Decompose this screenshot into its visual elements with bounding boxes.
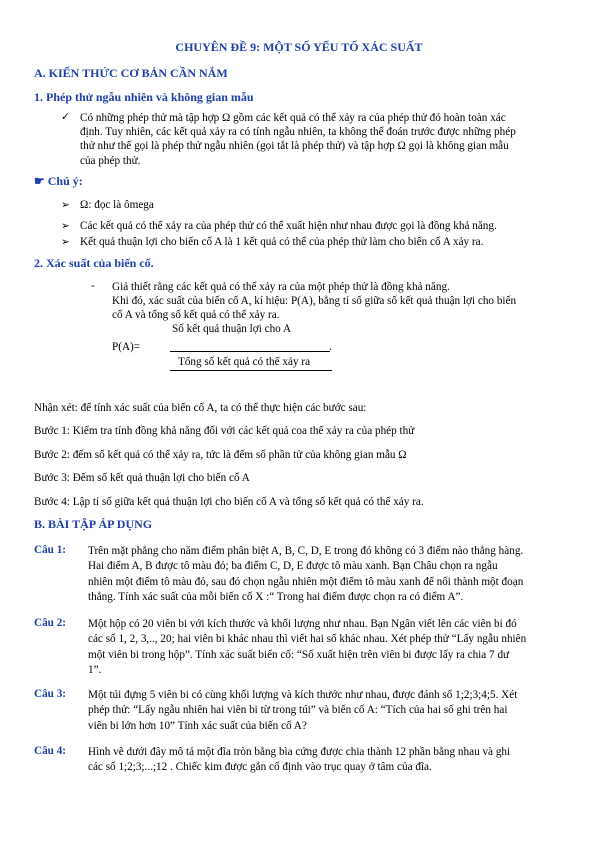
question-line: Một hộp có 20 viên bi với kích thước và khối lượng như nhau. Bạn Ngân viết lên các viên bi đó — [88, 618, 517, 630]
question-label: Câu 1: — [34, 544, 67, 556]
formula-denominator: Tổng số kết quả có thể xảy ra — [178, 356, 311, 368]
paragraph-line: Có những phép thử mà tập hợp Ω gồm các kết quả có thể xảy ra của phép thử đó hoàn toàn xác — [80, 112, 506, 124]
sample-space-paragraph — [80, 111, 580, 168]
question-line: nhiên một điểm tô màu đỏ, sau đó chọn ngẫu nhiên một điểm tô màu xanh để nối thành một đoạn — [88, 575, 524, 588]
question-line: các số 1, 2, 3,.., 20; hai viên bi khác nhau thì viết hai số khác nhau. Xét phép thử “Lấy ngẫu nhiên — [88, 633, 527, 646]
question-1-text — [88, 544, 582, 605]
subsection-2-heading: 2. Xác suất của biến cố. — [34, 256, 154, 270]
probability-definition — [112, 280, 582, 323]
formula-end: . — [329, 341, 332, 353]
note-item: Các kết quả có thể xảy ra của phép thử có thể xuất hiện như nhau được gọi là đồng khả năng. — [80, 220, 497, 232]
question-line: 1”. — [88, 663, 102, 676]
denominator-underline — [170, 370, 332, 371]
question-line: Hình vẽ dưới đây mô tả một đĩa tròn bằng bìa cứng được chia thành 12 phần bằng nhau và ghi — [88, 746, 511, 758]
formula-lhs: P(A)= — [112, 341, 141, 353]
question-line: viên bi lớn hơn 10” Tính xác suất của biến cố A? — [88, 719, 307, 732]
step-item: Bước 1: Kiểm tra tính đồng khả năng đối với các kết quả coa thể xảy ra của phép thử — [34, 425, 415, 437]
question-label: Câu 3: — [34, 688, 67, 700]
step-item: Bước 2: đếm số kết quả có thể xảy ra, tức là đếm số phần tử của không gian mẫu Ω — [34, 449, 407, 461]
paragraph-line: Khi đó, xác suất của biến cố A, kí hiệu: P(A), bằng tỉ số giữa số kết quả thuận lợi cho biến — [112, 295, 517, 308]
question-line: Một túi đựng 5 viên bi có cùng khối lượng và kích thước như nhau, được đánh số 1;2;3;4;5. Xét — [88, 689, 518, 701]
note-heading — [34, 174, 83, 189]
fraction-bar — [170, 351, 330, 352]
section-a-heading: A. KIẾN THỨC CƠ BẢN CẦN NẮM — [34, 66, 228, 80]
question-line: Trên mặt phẳng cho năm điểm phân biệt A, B, C, D, E trong đó không có 3 điểm nào thẳng hàng. — [88, 545, 524, 557]
remark-text: Nhận xét: để tính xác suất của biến cố A, ta có thể thực hiện các bước sau: — [34, 402, 367, 414]
question-2-text — [88, 617, 582, 678]
arrow-bullet-icon: ➢ — [61, 200, 70, 211]
question-label: Câu 2: — [34, 617, 67, 629]
paragraph-line: thử như thế gọi là phép thử ngẫu nhiên (gọi tắt là phép thử) và tập hợp Ω gọi là không gian mẫu — [80, 140, 509, 153]
paragraph-line: Giả thiết rằng các kết quả có thể xảy ra của một phép thử là đồng khả năng. — [112, 281, 450, 293]
note-item: Kết quả thuận lợi cho biến cố A là 1 kết quả có thể của phép thử làm cho biến cố A xảy ra. — [80, 236, 484, 248]
question-line: thẳng. Tính xác suất của mỗi biến cố X :“ Trong hai điểm được chọn ra có điểm A”. — [88, 590, 464, 603]
question-line: các số 1;2;3;...;12 . Chiếc kim được gắn cố định vào trục quay ở tâm của đĩa. — [88, 761, 432, 774]
question-4-text — [88, 745, 582, 776]
subsection-1-heading: 1. Phép thử ngẫu nhiên và không gian mẫu — [34, 90, 254, 104]
note-item: Ω: đọc là ômega — [80, 199, 154, 211]
question-3-text — [88, 688, 582, 734]
formula-numerator: Số kết quả thuận lợi cho A — [172, 323, 292, 335]
arrow-bullet-icon: ➢ — [61, 221, 70, 232]
question-label: Câu 4: — [34, 745, 67, 757]
step-item: Bước 4: Lập tỉ số giữa kết quả thuận lợi cho biến cố A và tổng số kết quả có thể xảy ra. — [34, 496, 424, 508]
section-b-heading: B. BÀI TẬP ÁP DỤNG — [34, 517, 153, 531]
check-mark-icon: ✓ — [61, 112, 70, 123]
paragraph-line: của phép thử. — [80, 154, 141, 167]
note-label: Chú ý: — [47, 174, 83, 188]
question-line: phép thử: “Lấy ngẫu nhiên hai viên bi từ trong túi” và biến cố A: “Tích của hai số ghi trên hai — [88, 704, 508, 717]
paragraph-line: cố A và tổng số kết quả có thể xảy ra. — [112, 309, 280, 322]
pointing-hand-icon: ☛ — [34, 174, 45, 188]
dash-bullet: - — [91, 280, 95, 292]
page-title: CHUYÊN ĐỀ 9: MỘT SỐ YẾU TỐ XÁC SUẤT — [175, 40, 423, 54]
paragraph-line: định. Tuy nhiên, các kết quả xảy ra có tính ngẫu nhiên, ta không thể đoán trước được những phép — [80, 126, 516, 139]
question-line: một viên bi trong hộp”. Tính xác suất biến cố: “Số xuất hiện trên viên bi được lấy ra chia 7 dư — [88, 648, 510, 661]
arrow-bullet-icon: ➢ — [61, 237, 70, 248]
question-line: Hai điểm A, B được tô màu đỏ; ba điểm C, D, E được tô màu xanh. Bạn Châu chọn ra ngẫu — [88, 560, 498, 573]
step-item: Bước 3: Đếm số kết quả thuận lợi cho biến cố A — [34, 472, 250, 484]
